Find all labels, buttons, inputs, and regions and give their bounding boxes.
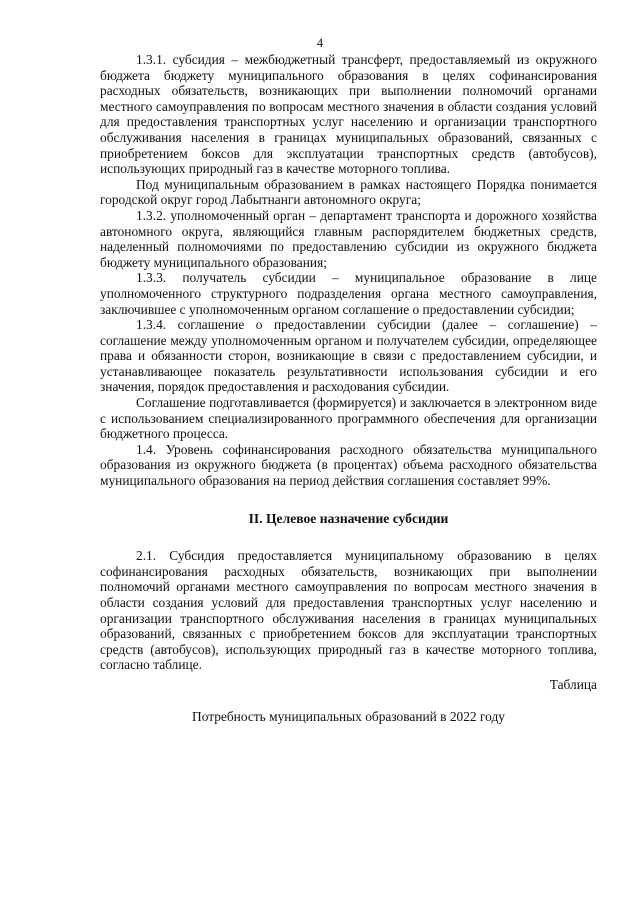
paragraph-municipality-definition: Под муниципальным образованием в рамках настоящего Порядка понимается городской округ город Лабытнанги автономного округа; — [100, 176, 597, 208]
paragraph-1-3-3: 1.3.3. получатель субсидии – муниципальное образование в лице уполномоченного структурного подразделения органа местного самоуправления, заключившее с уполномоченным органом соглашение о предоставлении субсидии; — [100, 270, 597, 317]
paragraph-1-3-1: 1.3.1. субсидия – межбюджетный трансферт, предоставляемый из окружного бюджета бюджету муниципального образования в целях софинансирования расходных обязательств, возникающих при выполнении полномочий органами местного самоуправления по вопросам местного значения в области создания условий для предоставления транспортных услуг населению и организации транспортного обслуживания населения в границах муниципальных образований, связанных с приобретением боксов для эксплуатации транспортных средств (автобусов), использующих природный газ в качестве моторного топлива. — [100, 52, 597, 177]
section-heading: II. Целевое назначение субсидии — [248, 510, 449, 526]
page-number: 4 — [316, 36, 324, 50]
paragraph-agreement-electronic: Соглашение подготавливается (формируется) и заключается в электронном виде с использованием специализированного программного обеспечения для организации бюджетного процесса. — [100, 395, 597, 442]
paragraph-2-1: 2.1. Субсидия предоставляется муниципальному образованию в целях софинансирования расходных обязательств, возникающих при выполнении полномочий органами местного самоуправления по вопросам местного значения в области создания условий для предоставления транспортных услуг населению и организации транспортного обслуживания населения в границах муниципальных образований, связанных с приобретением боксов для эксплуатации транспортных средств (автобусов), использующих природный газ в качестве моторного топлива, согласно таблице. — [100, 548, 597, 673]
table-title: Потребность муниципальных образований в 2022 году — [192, 708, 505, 724]
table-label: Таблица — [549, 676, 597, 692]
document-body — [100, 52, 597, 724]
paragraph-1-3-2: 1.3.2. уполномоченный орган – департамент транспорта и дорожного хозяйства автономного округа, являющийся главным распорядителем бюджетных средств, наделенный полномочиями по предоставлению субсидии из окружного бюджета бюджету муниципального образования; — [100, 207, 597, 270]
paragraph-1-4: 1.4. Уровень софинансирования расходного обязательства муниципального образования из окружного бюджета (в процентах) объема расходного обязательства муниципального образования на период действия соглашения составляет 99%. — [100, 441, 597, 489]
paragraph-1-3-4: 1.3.4. соглашение о предоставлении субсидии (далее – соглашение) – соглашение между уполномоченным органом и получателем субсидии, определяющее права и обязанности сторон, возникающие в связи с предоставлением субсидии, и устанавливающее показатель результативности использования субсидии и его значения, порядок предоставления и расходования субсидии. — [100, 317, 597, 395]
